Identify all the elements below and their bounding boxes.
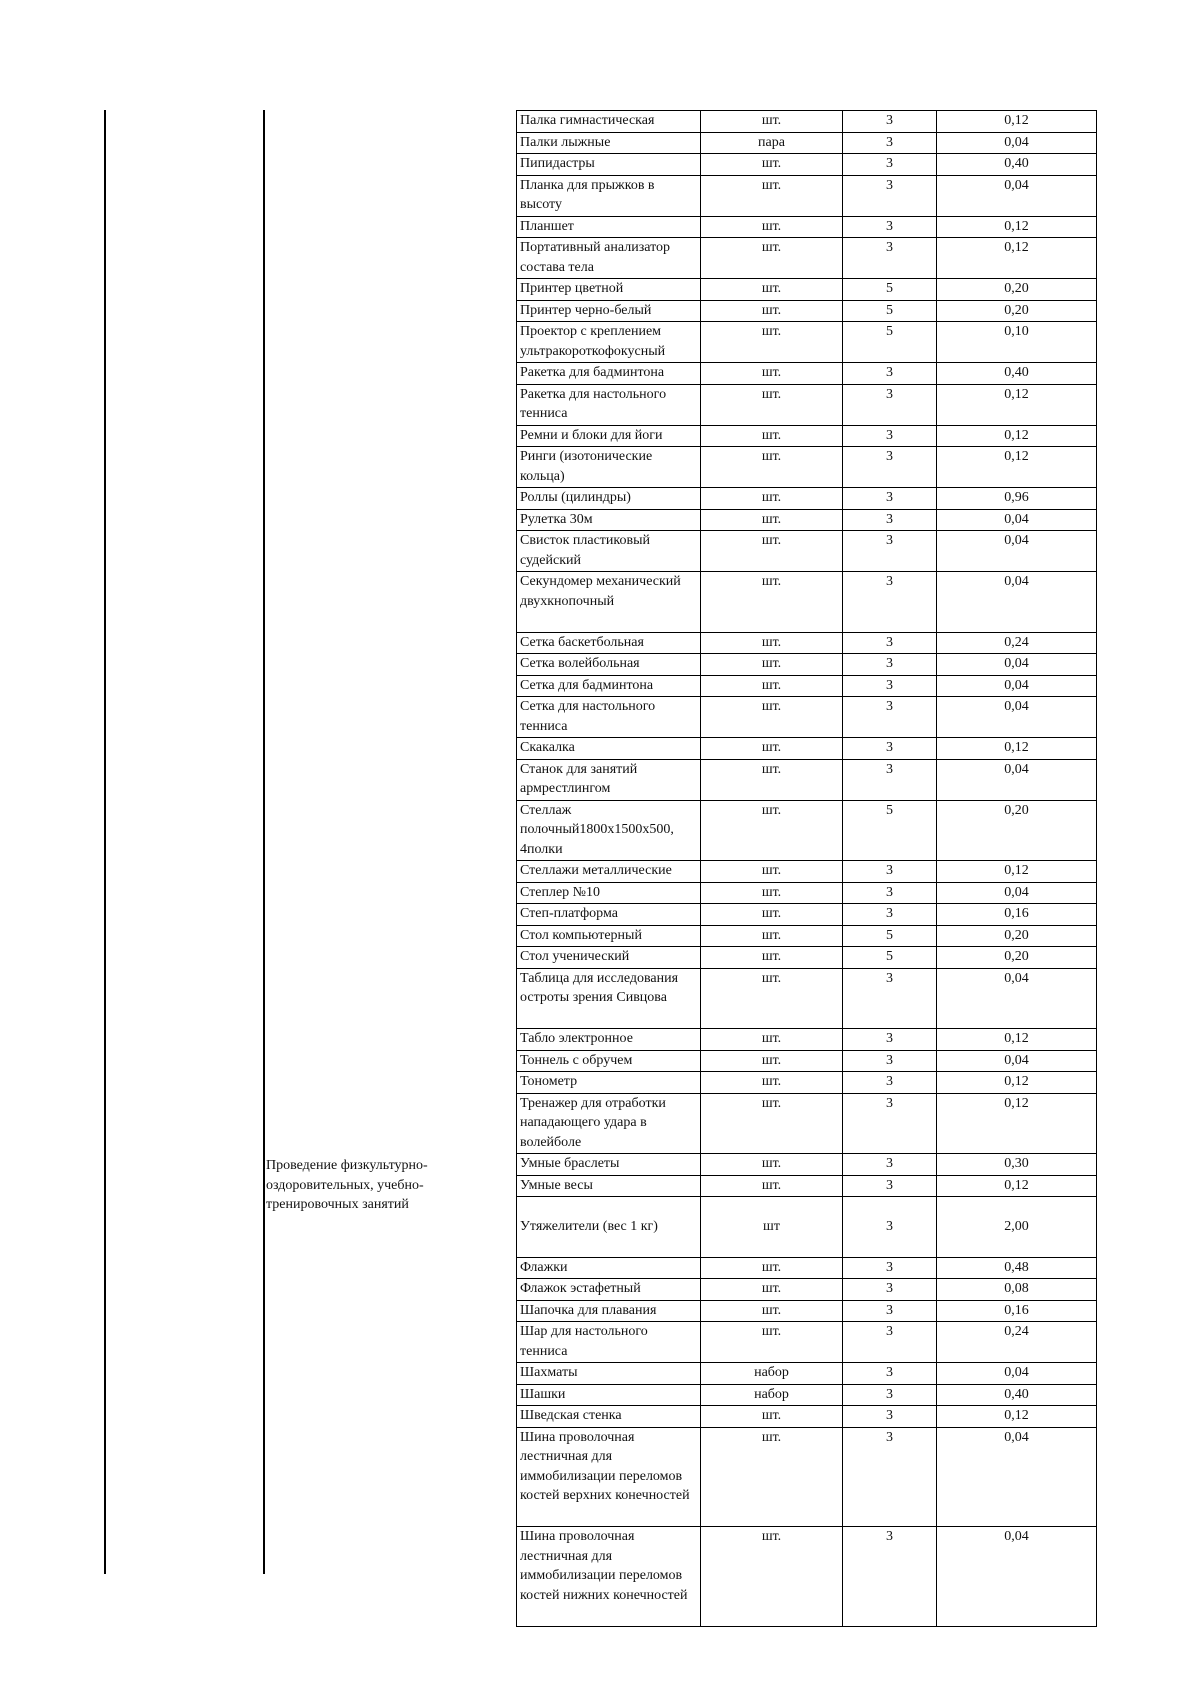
item-norm-cell: 0,12 [937, 384, 1097, 425]
table-row [517, 1197, 1097, 1258]
table-row [517, 1427, 1097, 1527]
table-row [517, 1527, 1097, 1627]
item-norm-cell: 0,12 [937, 738, 1097, 760]
item-qty-cell: 3 [843, 1175, 937, 1197]
item-name-cell: Флажки [517, 1257, 701, 1279]
item-unit-cell: шт. [701, 800, 843, 861]
item-norm-cell: 0,20 [937, 300, 1097, 322]
equipment-table [516, 110, 1097, 1627]
item-qty-cell: 3 [843, 1197, 937, 1258]
item-qty-cell: 3 [843, 759, 937, 800]
table-row [517, 697, 1097, 738]
item-unit-cell: шт. [701, 904, 843, 926]
item-norm-cell: 0,96 [937, 488, 1097, 510]
item-norm-cell: 0,04 [937, 1427, 1097, 1527]
table-row [517, 1072, 1097, 1094]
item-norm-cell: 0,04 [937, 132, 1097, 154]
item-name-cell: Секундомер механический двухкнопочный [517, 572, 701, 633]
item-norm-cell: 0,04 [937, 759, 1097, 800]
item-norm-cell: 2,00 [937, 1197, 1097, 1258]
item-norm-cell: 0,12 [937, 1029, 1097, 1051]
item-qty-cell: 3 [843, 968, 937, 1029]
item-name-cell: Ринги (изотонические кольца) [517, 447, 701, 488]
item-qty-cell: 3 [843, 654, 937, 676]
item-qty-cell: 3 [843, 632, 937, 654]
table-row [517, 279, 1097, 301]
item-qty-cell: 3 [843, 1154, 937, 1176]
item-unit-cell: шт. [701, 509, 843, 531]
item-unit-cell: шт. [701, 1154, 843, 1176]
item-qty-cell: 5 [843, 300, 937, 322]
item-name-cell: Проектор с креплением ультракороткофокусный [517, 322, 701, 363]
item-unit-cell: шт. [701, 1300, 843, 1322]
item-qty-cell: 3 [843, 1279, 937, 1301]
item-unit-cell: шт. [701, 1029, 843, 1051]
item-qty-cell: 3 [843, 216, 937, 238]
item-norm-cell: 0,20 [937, 800, 1097, 861]
item-unit-cell: шт. [701, 216, 843, 238]
section-label: Проведение физкультурно-оздоровительных, учебно-тренировочных занятий [266, 1158, 428, 1212]
item-qty-cell: 3 [843, 425, 937, 447]
item-norm-cell: 0,04 [937, 175, 1097, 216]
table-row [517, 175, 1097, 216]
table-row [517, 654, 1097, 676]
item-name-cell: Таблица для исследования остроты зрения Сивцова [517, 968, 701, 1029]
item-unit-cell: шт. [701, 279, 843, 301]
item-name-cell: Стеллажи металлические [517, 861, 701, 883]
item-name-cell: Ракетка для настольного тенниса [517, 384, 701, 425]
table-row [517, 1257, 1097, 1279]
item-name-cell: Тоннель с обручем [517, 1050, 701, 1072]
item-name-cell: Шина проволочная лестничная для иммобилизации переломов костей нижних конечностей [517, 1527, 701, 1627]
item-unit-cell: шт. [701, 1050, 843, 1072]
item-norm-cell: 0,12 [937, 861, 1097, 883]
item-qty-cell: 3 [843, 861, 937, 883]
item-norm-cell: 0,04 [937, 882, 1097, 904]
item-name-cell: Шина проволочная лестничная для иммобилизации переломов костей верхних конечностей [517, 1427, 701, 1527]
item-name-cell: Стол компьютерный [517, 925, 701, 947]
item-norm-cell: 0,12 [937, 1093, 1097, 1154]
item-unit-cell: шт. [701, 154, 843, 176]
table-row [517, 632, 1097, 654]
table-row [517, 300, 1097, 322]
item-norm-cell: 0,12 [937, 1406, 1097, 1428]
item-norm-cell: 0,04 [937, 509, 1097, 531]
item-unit-cell: шт. [701, 968, 843, 1029]
item-unit-cell: шт. [701, 697, 843, 738]
item-norm-cell: 0,40 [937, 363, 1097, 385]
item-qty-cell: 3 [843, 488, 937, 510]
item-norm-cell: 0,20 [937, 279, 1097, 301]
equipment-table-body [517, 111, 1097, 1627]
item-norm-cell: 0,04 [937, 1050, 1097, 1072]
table-row [517, 1384, 1097, 1406]
table-row [517, 447, 1097, 488]
item-qty-cell: 3 [843, 384, 937, 425]
section-column-border-line [263, 110, 265, 1574]
item-qty-cell: 3 [843, 1384, 937, 1406]
table-row [517, 1279, 1097, 1301]
table-row [517, 947, 1097, 969]
item-qty-cell: 3 [843, 1072, 937, 1094]
item-unit-cell: шт. [701, 738, 843, 760]
item-unit-cell: шт. [701, 488, 843, 510]
item-name-cell: Портативный анализатор состава тела [517, 238, 701, 279]
table-row [517, 322, 1097, 363]
item-qty-cell: 3 [843, 111, 937, 133]
table-row [517, 1175, 1097, 1197]
table-row [517, 154, 1097, 176]
item-unit-cell: шт. [701, 759, 843, 800]
item-name-cell: Принтер черно-белый [517, 300, 701, 322]
item-unit-cell: шт. [701, 632, 843, 654]
item-unit-cell: шт. [701, 322, 843, 363]
item-norm-cell: 0,16 [937, 904, 1097, 926]
item-unit-cell: шт. [701, 363, 843, 385]
item-qty-cell: 3 [843, 675, 937, 697]
item-name-cell: Палка гимнастическая [517, 111, 701, 133]
table-row [517, 1363, 1097, 1385]
item-norm-cell: 0,12 [937, 1072, 1097, 1094]
item-qty-cell: 3 [843, 363, 937, 385]
table-row [517, 968, 1097, 1029]
item-name-cell: Степлер №10 [517, 882, 701, 904]
item-name-cell: Пипидастры [517, 154, 701, 176]
item-unit-cell: шт. [701, 1279, 843, 1301]
item-unit-cell: шт. [701, 531, 843, 572]
item-norm-cell: 0,12 [937, 425, 1097, 447]
item-unit-cell: шт. [701, 947, 843, 969]
item-name-cell: Планка для прыжков в высоту [517, 175, 701, 216]
item-unit-cell: шт. [701, 425, 843, 447]
item-name-cell: Шведская стенка [517, 1406, 701, 1428]
left-border-line [104, 110, 106, 1574]
item-name-cell: Стол ученический [517, 947, 701, 969]
item-norm-cell: 0,12 [937, 447, 1097, 488]
item-name-cell: Степ-платформа [517, 904, 701, 926]
table-row [517, 861, 1097, 883]
table-row [517, 1050, 1097, 1072]
item-unit-cell: шт. [701, 861, 843, 883]
item-norm-cell: 0,04 [937, 531, 1097, 572]
item-norm-cell: 0,12 [937, 111, 1097, 133]
item-norm-cell: 0,24 [937, 1322, 1097, 1363]
item-qty-cell: 5 [843, 925, 937, 947]
item-qty-cell: 3 [843, 572, 937, 633]
item-name-cell: Планшет [517, 216, 701, 238]
item-norm-cell: 0,04 [937, 1527, 1097, 1627]
item-name-cell: Сетка для бадминтона [517, 675, 701, 697]
item-qty-cell: 5 [843, 800, 937, 861]
item-unit-cell: шт. [701, 238, 843, 279]
item-unit-cell: шт. [701, 1527, 843, 1627]
item-norm-cell: 0,04 [937, 697, 1097, 738]
item-unit-cell: шт. [701, 447, 843, 488]
item-unit-cell: шт. [701, 1175, 843, 1197]
item-qty-cell: 3 [843, 1322, 937, 1363]
item-qty-cell: 3 [843, 509, 937, 531]
item-name-cell: Свисток пластиковый судейский [517, 531, 701, 572]
table-row [517, 531, 1097, 572]
table-row [517, 1154, 1097, 1176]
table-row [517, 1322, 1097, 1363]
item-unit-cell: набор [701, 1363, 843, 1385]
item-name-cell: Умные весы [517, 1175, 701, 1197]
item-qty-cell: 3 [843, 1406, 937, 1428]
item-unit-cell: шт. [701, 1406, 843, 1428]
item-qty-cell: 3 [843, 132, 937, 154]
item-name-cell: Сетка для настольного тенниса [517, 697, 701, 738]
item-name-cell: Ремни и блоки для йоги [517, 425, 701, 447]
item-qty-cell: 3 [843, 175, 937, 216]
item-unit-cell: шт. [701, 111, 843, 133]
item-name-cell: Сетка волейбольная [517, 654, 701, 676]
item-name-cell: Тренажер для отработки нападающего удара в волейболе [517, 1093, 701, 1154]
item-norm-cell: 0,20 [937, 947, 1097, 969]
item-name-cell: Сетка баскетбольная [517, 632, 701, 654]
item-qty-cell: 3 [843, 697, 937, 738]
table-row [517, 1300, 1097, 1322]
item-name-cell: Ракетка для бадминтона [517, 363, 701, 385]
item-unit-cell: шт. [701, 882, 843, 904]
table-row [517, 925, 1097, 947]
table-row [517, 216, 1097, 238]
item-qty-cell: 3 [843, 531, 937, 572]
item-name-cell: Шашки [517, 1384, 701, 1406]
item-name-cell: Шапочка для плавания [517, 1300, 701, 1322]
item-name-cell: Рулетка 30м [517, 509, 701, 531]
item-norm-cell: 0,10 [937, 322, 1097, 363]
item-norm-cell: 0,04 [937, 572, 1097, 633]
item-unit-cell: шт. [701, 1427, 843, 1527]
table-row [517, 759, 1097, 800]
item-unit-cell: шт. [701, 1093, 843, 1154]
table-row [517, 488, 1097, 510]
item-name-cell: Станок для занятий армрестлингом [517, 759, 701, 800]
item-unit-cell: шт. [701, 572, 843, 633]
table-row [517, 384, 1097, 425]
table-row [517, 572, 1097, 633]
item-qty-cell: 3 [843, 238, 937, 279]
item-unit-cell: шт. [701, 384, 843, 425]
item-norm-cell: 0,04 [937, 675, 1097, 697]
item-norm-cell: 0,04 [937, 1363, 1097, 1385]
table-row [517, 738, 1097, 760]
item-norm-cell: 0,04 [937, 654, 1097, 676]
item-name-cell: Шахматы [517, 1363, 701, 1385]
item-norm-cell: 0,20 [937, 925, 1097, 947]
item-norm-cell: 0,12 [937, 1175, 1097, 1197]
item-name-cell: Табло электронное [517, 1029, 701, 1051]
table-row [517, 800, 1097, 861]
table-row [517, 238, 1097, 279]
item-qty-cell: 3 [843, 1427, 937, 1527]
item-norm-cell: 0,40 [937, 1384, 1097, 1406]
table-row [517, 904, 1097, 926]
item-unit-cell: шт [701, 1197, 843, 1258]
table-row [517, 363, 1097, 385]
table-row [517, 509, 1097, 531]
item-name-cell: Утяжелители (вес 1 кг) [517, 1197, 701, 1258]
item-qty-cell: 3 [843, 904, 937, 926]
table-row [517, 675, 1097, 697]
item-unit-cell: шт. [701, 925, 843, 947]
item-unit-cell: шт. [701, 1322, 843, 1363]
item-qty-cell: 3 [843, 1050, 937, 1072]
item-qty-cell: 3 [843, 447, 937, 488]
item-qty-cell: 3 [843, 1527, 937, 1627]
table-row [517, 1029, 1097, 1051]
item-name-cell: Флажок эстафетный [517, 1279, 701, 1301]
item-qty-cell: 5 [843, 947, 937, 969]
item-name-cell: Скакалка [517, 738, 701, 760]
item-norm-cell: 0,30 [937, 1154, 1097, 1176]
table-row [517, 111, 1097, 133]
table-row [517, 132, 1097, 154]
item-name-cell: Палки лыжные [517, 132, 701, 154]
item-norm-cell: 0,08 [937, 1279, 1097, 1301]
item-qty-cell: 3 [843, 1093, 937, 1154]
item-norm-cell: 0,12 [937, 238, 1097, 279]
item-qty-cell: 3 [843, 1257, 937, 1279]
item-norm-cell: 0,40 [937, 154, 1097, 176]
item-unit-cell: набор [701, 1384, 843, 1406]
item-qty-cell: 3 [843, 154, 937, 176]
item-name-cell: Тонометр [517, 1072, 701, 1094]
item-unit-cell: шт. [701, 1257, 843, 1279]
item-name-cell: Стеллаж полочный1800х1500х500, 4полки [517, 800, 701, 861]
item-unit-cell: шт. [701, 300, 843, 322]
item-norm-cell: 0,12 [937, 216, 1097, 238]
item-norm-cell: 0,16 [937, 1300, 1097, 1322]
item-norm-cell: 0,04 [937, 968, 1097, 1029]
table-row [517, 882, 1097, 904]
item-qty-cell: 5 [843, 279, 937, 301]
table-row [517, 1093, 1097, 1154]
table-row [517, 425, 1097, 447]
item-qty-cell: 5 [843, 322, 937, 363]
item-unit-cell: шт. [701, 675, 843, 697]
item-qty-cell: 3 [843, 1363, 937, 1385]
item-name-cell: Умные браслеты [517, 1154, 701, 1176]
item-name-cell: Шар для настольного тенниса [517, 1322, 701, 1363]
item-norm-cell: 0,24 [937, 632, 1097, 654]
item-norm-cell: 0,48 [937, 1257, 1097, 1279]
item-qty-cell: 3 [843, 738, 937, 760]
item-qty-cell: 3 [843, 1300, 937, 1322]
item-name-cell: Принтер цветной [517, 279, 701, 301]
item-unit-cell: шт. [701, 1072, 843, 1094]
item-qty-cell: 3 [843, 1029, 937, 1051]
table-row [517, 1406, 1097, 1428]
item-name-cell: Роллы (цилиндры) [517, 488, 701, 510]
item-qty-cell: 3 [843, 882, 937, 904]
item-unit-cell: шт. [701, 654, 843, 676]
item-unit-cell: пара [701, 132, 843, 154]
item-unit-cell: шт. [701, 175, 843, 216]
